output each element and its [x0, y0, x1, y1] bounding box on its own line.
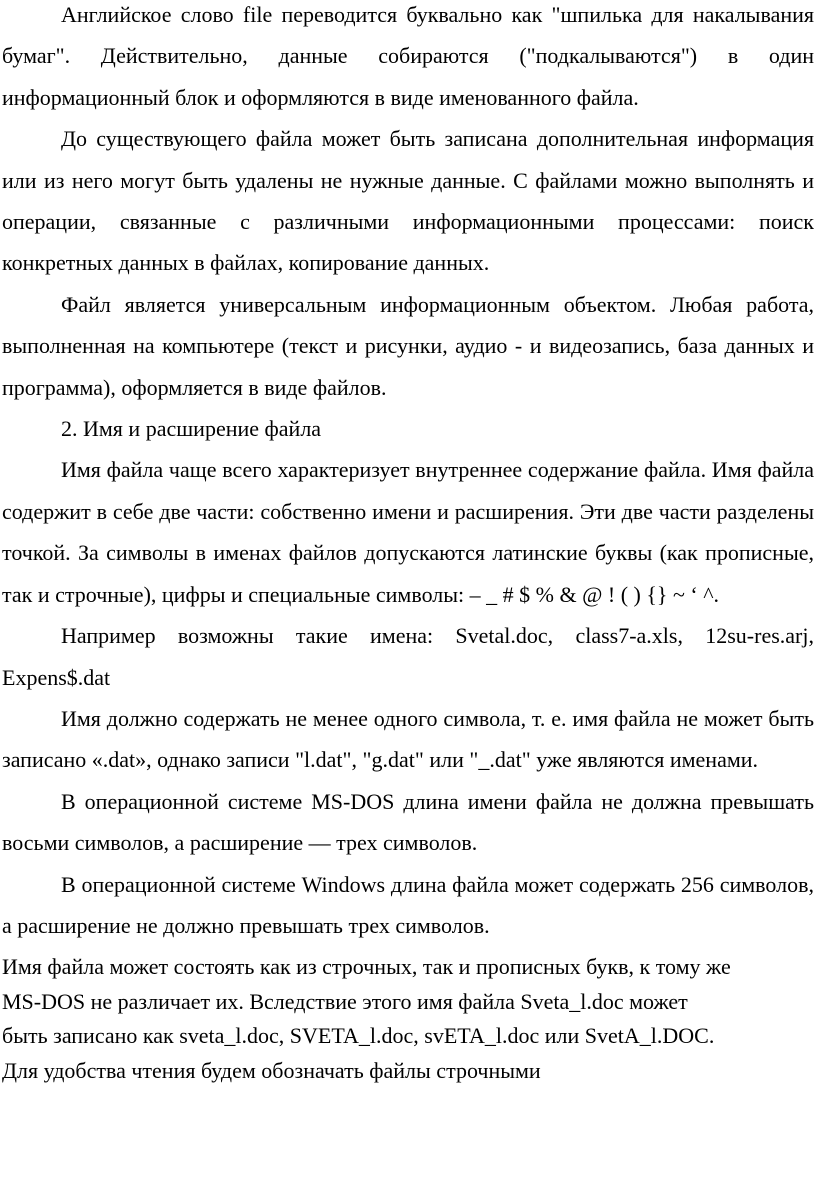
paragraph-file-universal: Файл является универсальным информационным объектом. Любая работа, выполненная на компьютере (текст и рисунки, аудио - и видеозапись, база данных и программа), оформляется в виде файлов.: [2, 291, 814, 400]
final-line: быть записано как sveta_l.doc, SVETA_l.doc, svETA_l.doc или SvetA_l.DOC.: [2, 1023, 715, 1049]
paragraph-file-operations: До существующего файла может быть записана дополнительная информация или из него могут быть удалены не нужные данные. С файлами можно выполнять и операции, связанные с различными информационными процессами: поиск конкретных данных в файлах, копирование данных.: [2, 126, 814, 276]
final-text-block: [2, 950, 816, 1088]
final-line: Имя файла может состоять как из строчных, так и прописных букв, к тому же: [2, 954, 731, 980]
paragraph-msdos-length: В операционной системе MS-DOS длина имени файла не должна превышать восьми символов, а расширение — трех символов.: [2, 788, 814, 856]
paragraph-name-examples: Например возможны такие имена: Svetal.doc, class7-a.xls, 12su-res.arj, Expens$.dat: [2, 623, 814, 690]
paragraph-windows-length: В операционной системе Windows длина файла может содержать 256 символов, а расширение не должно превышать трех символов.: [2, 871, 814, 938]
paragraph-file-meaning: Английское слово file переводится буквально как "шпилька для накалывания бумаг". Действительно, данные собираются ("подкалываются") в один информационный блок и оформляются в виде именованного файла.: [2, 2, 814, 110]
paragraph-name-minimum: Имя должно содержать не менее одного символа, т. е. имя файла не может быть записано «.dat», однако записи "l.dat", "g.dat" или "_.dat" уже являются именами.: [2, 705, 814, 773]
final-line: Для удобства чтения будем обозначать файлы строчными: [2, 1057, 541, 1083]
final-line: MS-DOS не различает их. Вследствие этого имя файла Sveta_l.doc может: [2, 988, 688, 1014]
section-heading: 2. Имя и расширение файла: [61, 416, 322, 442]
paragraph-file-name: Имя файла чаще всего характеризует внутреннее содержание файла. Имя файла содержит в себе две части: собственно имени и расширения. Эти две части разделены точкой. За символы в именах файлов допускаются латинские буквы (как прописные, так и строчные), цифры и специальные символы: – _ # $ % & @ ! ( ) {} ~ ‘ ^.: [2, 457, 814, 607]
